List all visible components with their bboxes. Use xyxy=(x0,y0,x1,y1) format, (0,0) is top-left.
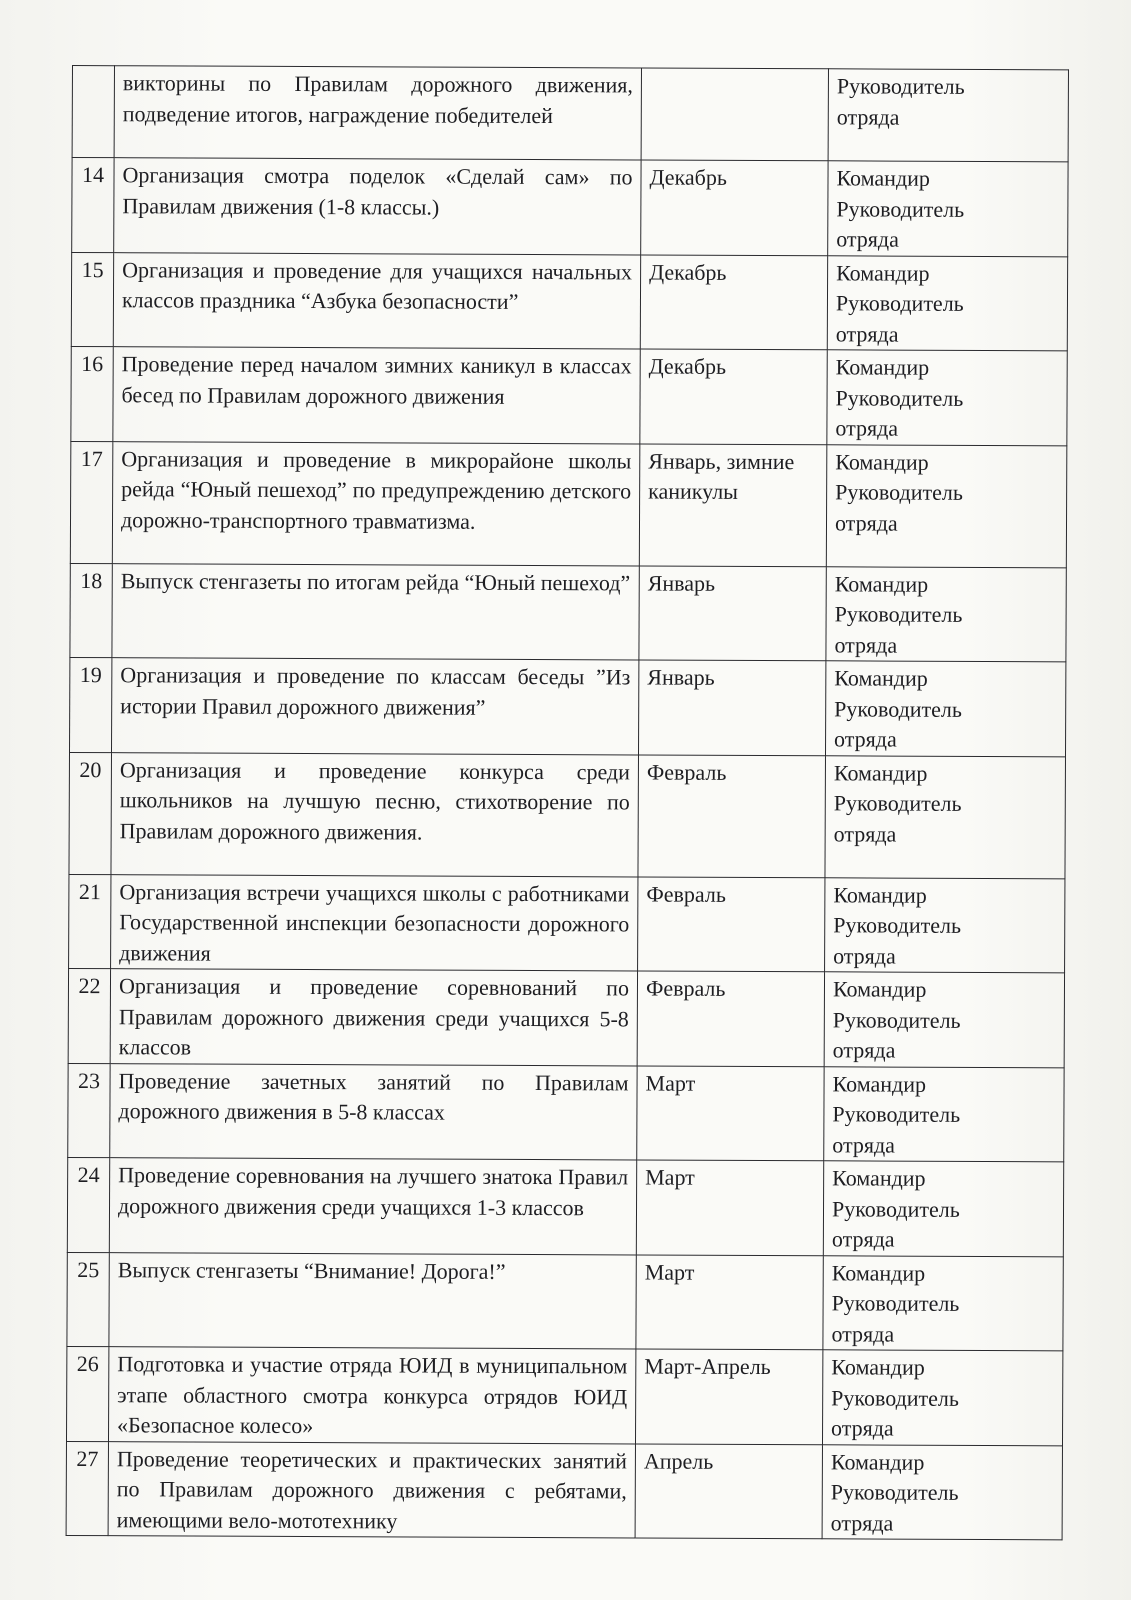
event-text: Проведение перед началом зимних каникул в классах бесед по Правилам дорожного движения xyxy=(113,347,640,444)
responsible-line: Руководитель xyxy=(832,1101,961,1127)
responsible-line: отряда xyxy=(835,320,899,347)
event-date: Февраль xyxy=(637,971,824,1066)
table-row xyxy=(72,66,1068,162)
table-row xyxy=(67,1252,1063,1351)
responsible-line: Руководитель xyxy=(833,912,962,938)
responsible-line: Командир xyxy=(832,976,927,1002)
responsible-line: отряда xyxy=(831,1226,895,1252)
responsible-cell xyxy=(823,1161,1063,1257)
responsible-line: Командир xyxy=(836,165,931,191)
responsible-cell xyxy=(826,566,1066,662)
event-date: Март xyxy=(636,1254,823,1349)
row-number: 22 xyxy=(68,968,110,1063)
responsible-line: Руководитель xyxy=(836,195,965,222)
event-date: Март xyxy=(636,1160,823,1255)
responsible-line: отряда xyxy=(834,631,898,658)
responsible-cell xyxy=(825,755,1066,878)
responsible-cell xyxy=(823,1255,1063,1351)
responsible-cell xyxy=(826,444,1067,567)
event-date xyxy=(641,68,828,161)
row-number xyxy=(72,66,114,158)
event-text: Организация встречи учащихся школы с работниками Государственной инспекции безопасности дорожного движения xyxy=(111,874,638,971)
event-date: Апрель xyxy=(635,1443,822,1538)
responsible-line: отряда xyxy=(831,1320,895,1347)
event-date: Декабрь xyxy=(640,254,827,349)
responsible-line: Командир xyxy=(836,259,930,286)
responsible-line: отряда xyxy=(836,103,900,130)
responsible-line: отряда xyxy=(831,1415,894,1441)
responsible-line: отряда xyxy=(834,509,898,536)
responsible-line: отряда xyxy=(830,1509,894,1536)
responsible-line: Командир xyxy=(831,1259,926,1286)
table-row xyxy=(67,1157,1063,1256)
responsible-line: Руководитель xyxy=(835,290,964,316)
responsible-line: Командир xyxy=(831,1354,925,1380)
responsible-cell xyxy=(824,1066,1064,1162)
responsible-line: Руководитель xyxy=(831,1195,960,1222)
responsible-line: отряда xyxy=(832,1037,896,1063)
table-row xyxy=(71,346,1067,445)
activity-plan-table xyxy=(66,65,1069,1540)
table-body xyxy=(66,66,1068,1540)
table-row xyxy=(66,1346,1062,1445)
responsible-line: Командир xyxy=(835,448,929,475)
row-number: 25 xyxy=(67,1252,109,1347)
event-date: Декабрь xyxy=(640,349,827,444)
event-date: Февраль xyxy=(638,754,826,877)
event-date: Февраль xyxy=(638,876,825,971)
table-row xyxy=(71,252,1067,351)
row-number: 16 xyxy=(71,346,113,441)
responsible-line: Командир xyxy=(835,354,930,380)
responsible-line: Руководитель xyxy=(834,601,963,627)
responsible-cell xyxy=(825,661,1065,757)
row-number: 14 xyxy=(72,158,114,253)
responsible-cell xyxy=(828,161,1068,257)
responsible-line: Руководитель xyxy=(835,479,963,505)
row-number: 26 xyxy=(66,1346,108,1441)
row-number: 23 xyxy=(68,1063,110,1158)
event-date: Март-Апрель xyxy=(635,1349,822,1444)
table-row xyxy=(70,441,1067,567)
responsible-cell xyxy=(824,972,1064,1068)
event-text: Организация и проведение соревнований по Правилам дорожного движения среди учащихся 5-8 классов xyxy=(110,969,637,1066)
event-date: Январь xyxy=(638,660,825,755)
row-number: 15 xyxy=(71,252,113,347)
responsible-line: Командир xyxy=(833,759,928,786)
responsible-line: Руководитель xyxy=(834,695,963,722)
responsible-cell xyxy=(827,255,1067,351)
responsible-line: Руководитель xyxy=(831,1290,960,1316)
table-row xyxy=(70,563,1066,662)
responsible-line: Командир xyxy=(830,1448,925,1475)
event-text: Выпуск стенгазеты “Внимание! Дорога!” xyxy=(109,1252,636,1349)
responsible-line: отряда xyxy=(832,1131,896,1158)
event-text: Организация смотра поделок «Сделай сам» по Правилам движения (1-8 классы.) xyxy=(114,158,641,255)
responsible-line: отряда xyxy=(833,942,896,969)
responsible-cell xyxy=(822,1444,1062,1540)
responsible-cell xyxy=(822,1350,1062,1446)
row-number: 19 xyxy=(70,657,112,752)
responsible-cell xyxy=(827,350,1067,446)
responsible-line: Командир xyxy=(834,570,929,597)
table-row xyxy=(68,1063,1064,1162)
table-row xyxy=(69,874,1065,973)
event-text: Организация и проведение в микрорайоне школы рейда “Юный пешеход” по предупреждению детского дорожно-транспортного травматизма. xyxy=(112,441,640,565)
responsible-line: Командир xyxy=(833,881,927,908)
event-text: Проведение зачетных занятий по Правилам дорожного движения в 5-8 классах xyxy=(110,1063,637,1160)
responsible-line: Командир xyxy=(832,1070,927,1097)
responsible-line: отряда xyxy=(834,726,897,752)
responsible-line: Руководитель xyxy=(831,1384,960,1411)
event-date: Январь, зимние каникулы xyxy=(639,443,827,566)
row-number: 21 xyxy=(69,874,111,969)
responsible-line: Руководитель xyxy=(835,384,964,411)
responsible-line: Командир xyxy=(832,1165,926,1191)
responsible-line: Руководитель xyxy=(830,1479,959,1505)
table-row xyxy=(68,968,1064,1067)
responsible-line: Командир xyxy=(834,665,928,691)
event-text: викторины по Правилам дорожного движения, подведение итогов, награждение победителей xyxy=(114,66,641,160)
responsible-line: отряда xyxy=(835,415,899,441)
event-date: Декабрь xyxy=(641,160,828,255)
responsible-line: отряда xyxy=(833,820,897,847)
responsible-cell xyxy=(828,69,1068,162)
event-text: Проведение соревнования на лучшего знатока Правил дорожного движения среди учащихся 1-3 классов xyxy=(109,1158,636,1255)
event-date: Январь xyxy=(639,565,826,660)
responsible-cell xyxy=(825,877,1065,973)
table-row xyxy=(69,752,1066,878)
responsible-line: Руководитель xyxy=(836,73,965,99)
responsible-line: отряда xyxy=(836,226,899,252)
table-row xyxy=(66,1441,1062,1540)
event-text: Подготовка и участие отряда ЮИД в муниципальном этапе областного смотра конкурса отрядов ЮИД «Безопасное колесо» xyxy=(108,1347,635,1444)
row-number: 27 xyxy=(66,1441,108,1536)
event-text: Проведение теоретических и практических занятий по Правилам дорожного движения с ребятами, имеющими вело-мототехнику xyxy=(108,1441,635,1538)
event-text: Организация и проведение для учащихся начальных классов праздника “Азбука безопасности” xyxy=(113,252,640,349)
event-text: Выпуск стенгазеты по итогам рейда “Юный пешеход” xyxy=(112,563,639,660)
event-text: Организация и проведение конкурса среди школьников на лучшую песню, стихотворение по Правилам дорожного движения. xyxy=(111,752,639,876)
event-date: Март xyxy=(637,1065,824,1160)
row-number: 17 xyxy=(70,441,113,563)
responsible-line: Руководитель xyxy=(833,790,962,816)
table-row xyxy=(72,158,1068,257)
table-row xyxy=(70,657,1066,756)
event-text: Организация и проведение по классам беседы ”Из истории Правил дорожного движения” xyxy=(112,658,639,755)
row-number: 24 xyxy=(67,1157,109,1252)
responsible-line: Руководитель xyxy=(832,1006,961,1033)
row-number: 18 xyxy=(70,563,112,658)
row-number: 20 xyxy=(69,752,112,874)
